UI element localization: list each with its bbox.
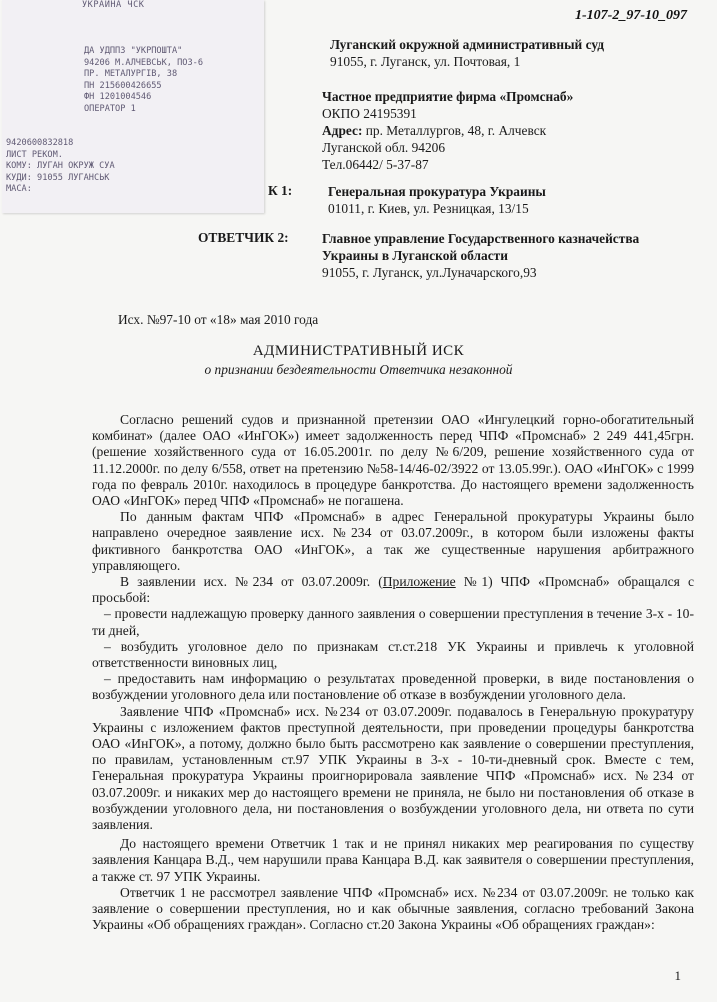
stamp-line: ПН 215600426655 bbox=[84, 80, 162, 91]
stamp-line: КУДИ: 91055 ЛУГАНСЬК bbox=[6, 172, 110, 183]
defendant1-role: К 1: bbox=[268, 183, 293, 198]
stamp-line: ОПЕРАТОР 1 bbox=[84, 103, 136, 114]
defendant2-role: ОТВЕТЧИК 2: bbox=[198, 230, 289, 245]
document-title: АДМИНИСТРАТИВНЫЙ ИСК bbox=[252, 343, 465, 359]
defendant2-name: Главное управление Государственного казначейства bbox=[322, 231, 640, 246]
defendant1-address: 01011, г. Киев, ул. Резницкая, 13/15 bbox=[328, 201, 529, 216]
stamp-header: УКРАИНА ЧСК bbox=[82, 0, 145, 10]
stamp-recipient bbox=[6, 138, 115, 196]
document-subtitle: о признании бездеятельности Ответчика незаконной bbox=[204, 362, 513, 377]
plaintiff-name: Частное предприятие фирма «Промснаб» bbox=[322, 89, 574, 104]
outgoing-number: Исх. №97-10 от «18» мая 2010 года bbox=[118, 312, 319, 327]
plaintiff-okpo: ОКПО 24195391 bbox=[322, 106, 417, 121]
court-name: Луганский окружной административный суд bbox=[330, 37, 605, 52]
plaintiff-region: Луганской обл. 94206 bbox=[322, 140, 446, 155]
defendant2-block bbox=[322, 230, 639, 281]
paragraph bbox=[92, 574, 694, 606]
address-value: пр. Металлургов, 48, г. Алчевск bbox=[362, 123, 547, 138]
defendant1-name: Генеральная прокуратура Украины bbox=[328, 184, 546, 199]
stamp-line: ДА УДППЗ "УКРПОШТА" bbox=[84, 46, 183, 56]
court-address: 91055, г. Луганск, ул. Почтовая, 1 bbox=[330, 54, 521, 69]
list-item: – провести надлежащую проверку данного заявления о совершении преступления в течение 3-х - 10-ти дней, bbox=[92, 606, 694, 638]
court-block bbox=[330, 36, 604, 70]
stamp-line: КОМУ: ЛУГАН ОКРУЖ СУА bbox=[6, 161, 115, 171]
stamp-post-office bbox=[84, 46, 203, 115]
stamp-line: 9420600832818 bbox=[6, 138, 74, 148]
plaintiff-phone: Тел.06442/ 5-37-87 bbox=[322, 157, 429, 172]
paragraph: Заявление ЧПФ «Промснаб» исх. №234 от 03.07.2009г. подавалось в Генеральную прокуратуру Украины с изложением фактов преступной деятельности, при проведении процедуры банкротства ОАО «ИнГОК», а потому, должно было быть рассмотрено как заявление о совершении преступления, по правилам, установленным ст.97 УПК Украины в 3-х - 10-ти-дневный срок. Вместе с тем, Генеральная прокуратура Украины проигнорировала заявление ЧПФ «Промснаб» исх. №234 от 03.07.2009г. и никаких мер до настоящего времени не приняла, не было ни постановления об отказе в возбуждении уголовного дела, ни постановления о возбуждении уголовного дела, ни ответа по сути заявления. bbox=[92, 703, 694, 833]
stamp-line: ЛИСТ РЕКОМ. bbox=[6, 149, 63, 160]
address-label: Адрес: bbox=[322, 123, 363, 138]
stamp-line: МАСА: bbox=[6, 184, 32, 194]
paragraph: Согласно решений судов и признанной претензии ОАО «Ингулецкий горно-обогатительный комбинат» (далее ОАО «ИнГОК») имеет задолженность перед ЧПФ «Промснаб» 2 249 441,45грн. (решение хозяйственного суда от 16.05.2001г. по делу №6/209, решение хозяйственного суда от 11.12.2000г. по делу 6/558, ответ на претензию №58-14/46-02/3922 от 13.05.99г.). ОАО «ИнГОК» с 1999 года по февраль 2010г. находилось в процедуре банкротства. До настоящего времени задолженность ОАО «ИнГОК» перед ЧПФ «Промснаб» не погашена. bbox=[92, 412, 694, 509]
paragraph-text: №1) ЧПФ «Промснаб» обращался с просьбой: bbox=[92, 574, 694, 606]
list-item: – возбудить уголовное дело по признакам ст.ст.218 УК Украины и привлечь к уголовной ответственности виновных лиц, bbox=[92, 638, 694, 671]
plaintiff-block bbox=[322, 88, 573, 173]
list-item: – предоставить нам информацию о результатах проведенной проверки, в виде постановления о возбуждении уголовного дела или постановление об отказе в возбуждении уголовного дела. bbox=[92, 671, 694, 703]
attachment-reference: Приложение bbox=[382, 574, 456, 590]
stamp-line: 94206 М.АЛЧЕВСЬК, ПОЗ-6 bbox=[84, 57, 203, 68]
paragraph: До настоящего времени Ответчик 1 так и не принял никаких мер реагирования по существу заявления Канцара В.Д., чем нарушили права Канцара В.Д. как заявителя о совершении преступления, а также ст. 97 УПК Украины. bbox=[92, 836, 694, 884]
stamp-line: ФН 1201004546 bbox=[84, 92, 152, 102]
paragraph-text: В заявлении исх. №234 от 03.07.2009г. ( bbox=[120, 574, 383, 590]
stamp-line: ПР. МЕТАЛУРГІВ, 38 bbox=[84, 69, 178, 79]
defendant2-name-cont: Украины в Луганской области bbox=[322, 248, 508, 263]
defendant2-address: 91055, г. Луганск, ул.Луначарского,93 bbox=[322, 265, 537, 280]
paragraph: По данным фактам ЧПФ «Промснаб» в адрес Генеральной прокуратуры Украины было направлено очередное заявление исх. №234 от 03.07.2009г., в котором были изложены факты фиктивного банкротства ОАО «ИнГОК», а так же существенные нарушения арбитражного управляющего. bbox=[92, 509, 694, 573]
postal-receipt-stamp bbox=[2, 0, 264, 213]
page-number: 1 bbox=[674, 968, 681, 983]
document-body bbox=[92, 412, 694, 934]
defendant1-block bbox=[328, 183, 546, 217]
plaintiff-address bbox=[322, 122, 573, 139]
document-id: 1-107-2_97-10_097 bbox=[575, 8, 687, 23]
paragraph: Ответчик 1 не рассмотрел заявление ЧПФ «Промснаб» исх. №234 от 03.07.2009г. не только как заявление о совершении преступления, но и как обычные заявления, согласно требований Закона Украины «Об обращениях граждан». Согласно ст.20 Закона Украины «Об обращениях граждан»: bbox=[92, 884, 694, 933]
